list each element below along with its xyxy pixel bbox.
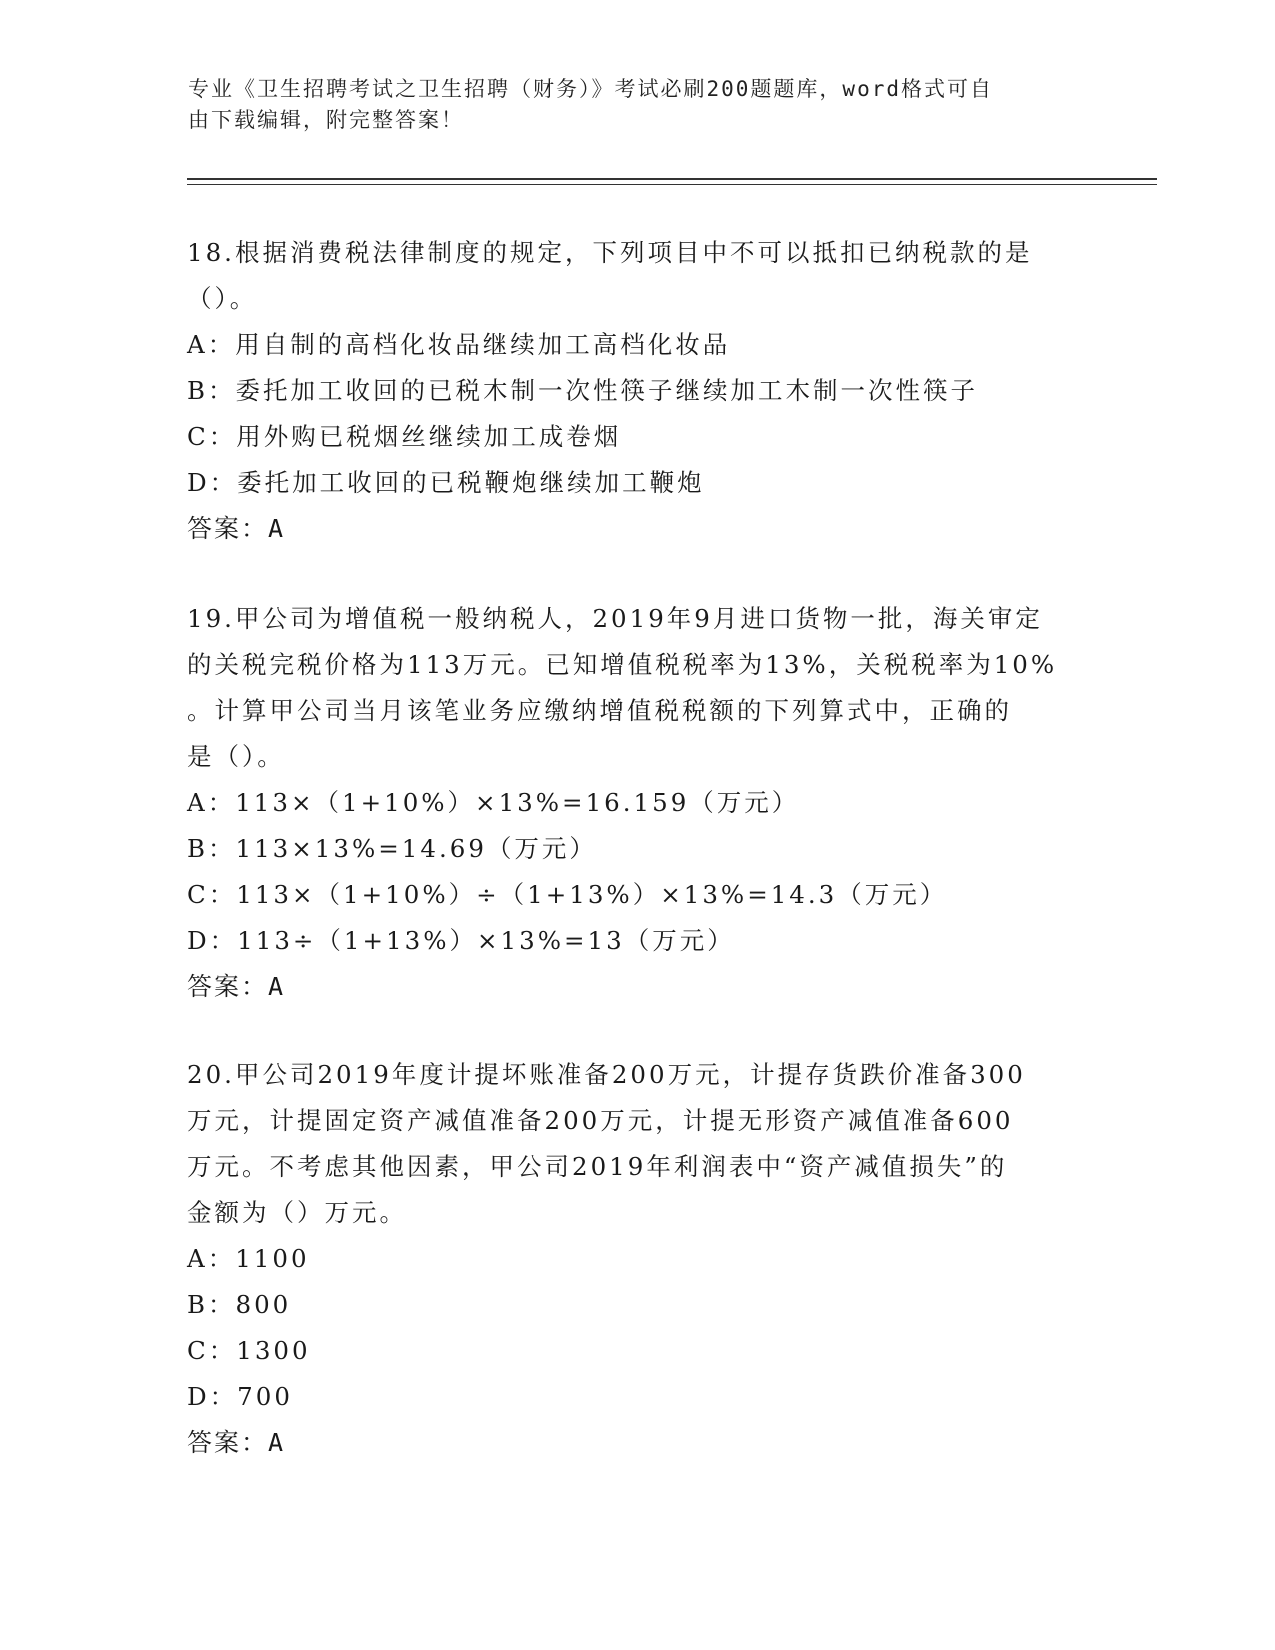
answer-label: 答案：: [187, 972, 269, 1001]
header-divider-thick: [187, 178, 1157, 180]
option-d: D：700: [187, 1382, 293, 1411]
answer-label: 答案：: [187, 514, 269, 543]
answer-line: [187, 1420, 1087, 1466]
document-header: [188, 74, 1068, 136]
option-a: A：用自制的高档化妆品继续加工高档化妆品: [187, 330, 731, 359]
question-stem-line: 万元，计提固定资产减值准备200万元，计提无形资产减值准备600: [187, 1106, 1014, 1135]
header-line-2: 由下载编辑，附完整答案！: [188, 108, 464, 132]
option-a: A：113×（1+10%）×13%=16.159（万元）: [187, 788, 800, 817]
answer-line: [187, 506, 1087, 552]
question-20: [187, 1052, 1087, 1466]
answer-value: A: [268, 972, 286, 1001]
option-c: C：1300: [187, 1336, 311, 1365]
header-line-1: 专业《卫生招聘考试之卫生招聘（财务）》考试必刷200题题库，word格式可自: [188, 77, 993, 101]
question-stem-line: 是（）。: [187, 742, 285, 771]
answer-line: [187, 964, 1087, 1010]
answer-label: 答案：: [187, 1428, 269, 1457]
option-c: C：113×（1+10%）÷（1+13%）×13%=14.3（万元）: [187, 880, 948, 909]
answer-value: A: [268, 514, 286, 543]
option-b: B：委托加工收回的已税木制一次性筷子继续加工木制一次性筷子: [187, 376, 979, 405]
question-stem-line: 金额为（）万元。: [187, 1198, 407, 1227]
question-stem-line: 18.根据消费税法律制度的规定，下列项目中不可以抵扣已纳税款的是: [187, 238, 1033, 267]
question-stem-line: （）。: [187, 284, 258, 313]
option-a: A：1100: [187, 1244, 310, 1273]
option-b: B：113×13%=14.69（万元）: [187, 834, 597, 863]
question-18: [187, 230, 1087, 552]
question-stem-line: 19.甲公司为增值税一般纳税人，2019年9月进口货物一批，海关审定: [187, 604, 1043, 633]
option-d: D：委托加工收回的已税鞭炮继续加工鞭炮: [187, 468, 705, 497]
option-d: D：113÷（1+13%）×13%=13（万元）: [187, 926, 735, 955]
question-stem-line: 的关税完税价格为113万元。已知增值税税率为13%，关税税率为10%: [187, 650, 1058, 679]
question-19: [187, 596, 1087, 1010]
question-stem-line: 20.甲公司2019年度计提坏账准备200万元，计提存货跌价准备300: [187, 1060, 1026, 1089]
option-c: C：用外购已税烟丝继续加工成卷烟: [187, 422, 622, 451]
question-stem-line: 。计算甲公司当月该笔业务应缴纳增值税税额的下列算式中，正确的: [187, 696, 1012, 725]
answer-value: A: [268, 1428, 286, 1457]
option-b: B：800: [187, 1290, 292, 1319]
header-divider-thin: [187, 184, 1157, 185]
question-stem-line: 万元。不考虑其他因素，甲公司2019年利润表中“资产减值损失”的: [187, 1152, 1008, 1181]
